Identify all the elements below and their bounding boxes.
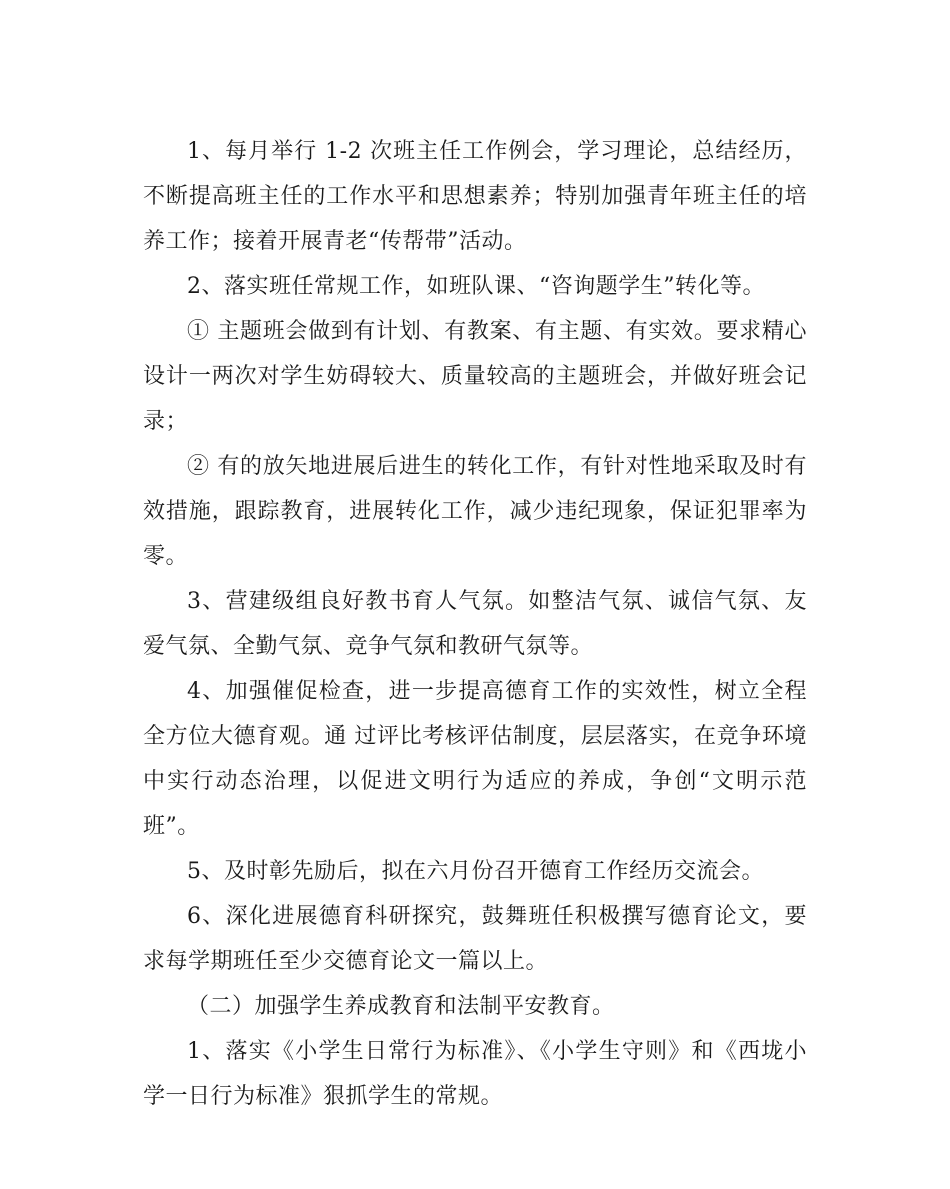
paragraph-meeting: 1、每月举行 1-2 次班主任工作例会，学习理论，总结经历，不断提高班主任的工作水平和思想素养；特别加强青年班主任的培养工作；接着开展青老“传帮带”活动。 <box>143 139 807 254</box>
paragraph-theme-meeting: ① 主题班会做到有计划、有教案、有主题、有实效。要求精心设计一两次对学生妨碍较大、质量较高的主题班会，并做好班会记录； <box>143 319 807 434</box>
paragraph-inspection: 4、加强催促检查，进一步提高德育工作的实效性，树立全程全方位大德育观。通 过评比考核评估制度，层层落实，在竞争环境中实行动态治理，以促进文明行为适应的养成，争创“文明示范班”。 <box>143 679 807 839</box>
paragraph-transformation: ② 有的放矢地进展后进生的转化工作，有针对性地采取及时有效措施，跟踪教育，进展转化工作，减少违纪现象，保证犯罪率为零。 <box>143 454 807 569</box>
paragraph-standards: 1、落实《小学生日常行为标准》、《小学生守则》和《西垅小学一日行为标准》狠抓学生的常规。 <box>143 1039 807 1109</box>
paragraph-exchange-meeting: 5、及时彰先励后，拟在六月份召开德育工作经历交流会。 <box>187 859 764 884</box>
document-body <box>143 129 807 1119</box>
section-heading-2: （二）加强学生养成教育和法制平安教育。 <box>187 994 615 1019</box>
paragraph-atmosphere: 3、营建级组良好教书育人气氛。如整洁气氛、诚信气氛、友爱气氛、全勤气氛、竞争气氛和教研气氛等。 <box>143 589 807 659</box>
paragraph-research: 6、深化进展德育科研探究，鼓舞班任积极撰写德育论文，要求每学期班任至少交德育论文一篇以上。 <box>143 904 807 974</box>
paragraph-routine-work: 2、落实班任常规工作，如班队课、“咨询题学生”转化等。 <box>187 274 765 299</box>
